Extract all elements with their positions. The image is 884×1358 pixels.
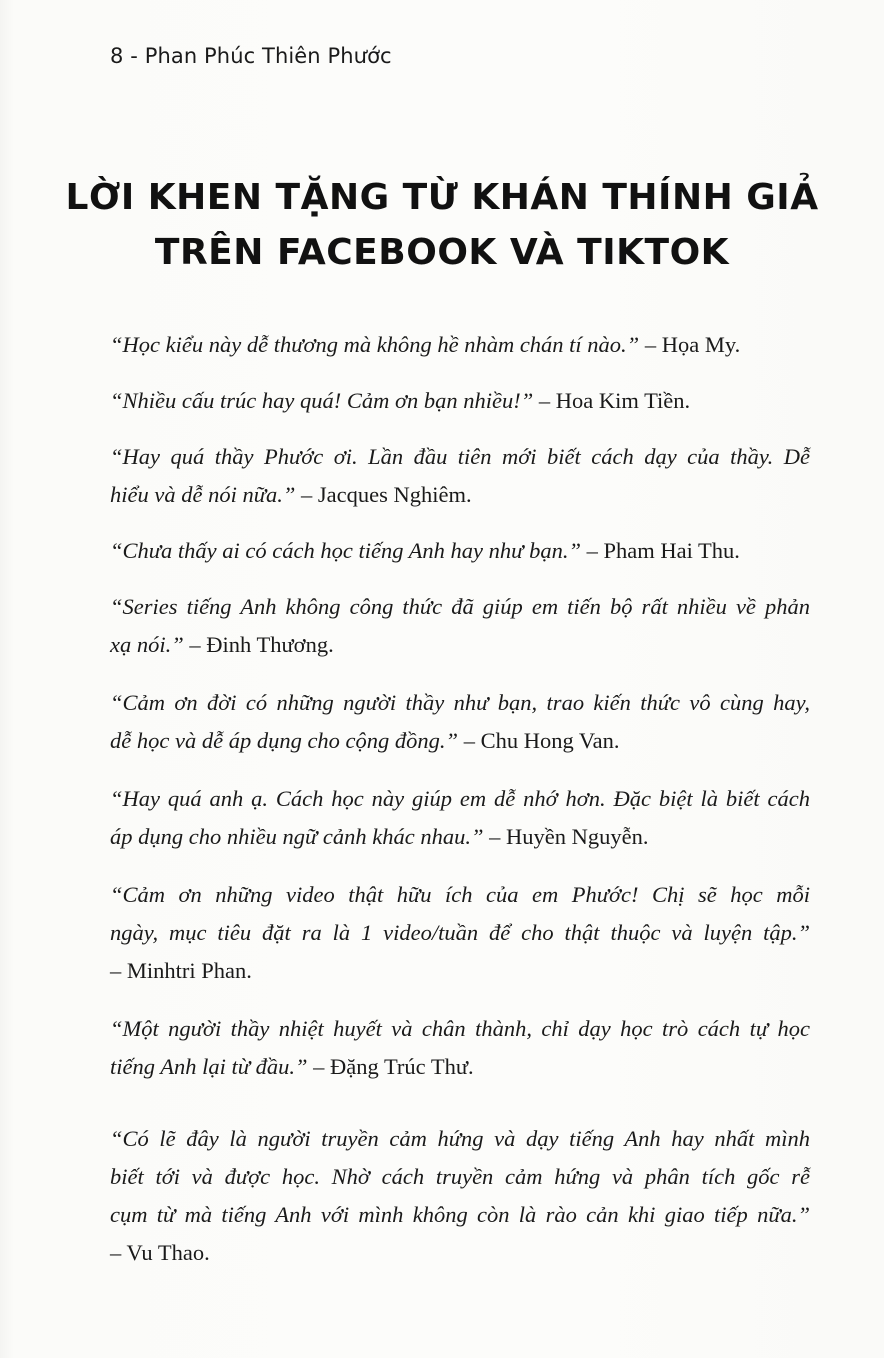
quote-line [110,1234,810,1272]
testimonial-quote [110,1120,810,1272]
testimonial-quote [110,876,810,990]
quote-author: – Pham Hai Thu. [580,538,740,563]
quote-line [110,818,810,856]
quote-text: hiểu và dễ nói nữa.” [110,482,296,507]
quote-text: “Hay quá anh ạ. Cách học này giúp em dễ nhớ hơn. Đặc biệt là biết cách [110,786,810,811]
quote-text: “Cảm ơn đời có những người thầy như bạn, trao kiến thức vô cùng hay, [110,690,810,715]
quote-text: “Cảm ơn những video thật hữu ích của em Phước! Chị sẽ học mỗi [110,882,810,907]
quote-text: “Nhiều cấu trúc hay quá! Cảm ơn bạn nhiều!” [110,388,534,413]
quote-text: “Series tiếng Anh không công thức đã giúp em tiến bộ rất nhiều về phản [110,594,810,619]
quote-line [110,626,810,664]
quote-line [110,952,810,990]
testimonial-quote [110,1010,810,1086]
quote-author: – Huyền Nguyễn. [483,824,649,849]
quote-line [110,1120,810,1158]
quote-line [110,684,810,722]
testimonial-quote [110,438,810,514]
quote-line [110,326,810,364]
quote-line [110,1158,810,1196]
quote-author: – Đinh Thương. [183,632,334,657]
quote-author: – Vu Thao. [110,1240,210,1265]
testimonial-quote [110,326,810,364]
quote-line [110,1010,810,1048]
quote-text: xạ nói.” [110,632,184,657]
quote-text: dễ học và dễ áp dụng cho cộng đồng.” [110,728,459,753]
quote-author: – Đặng Trúc Thư. [307,1054,474,1079]
quote-text: cụm từ mà tiếng Anh với mình không còn là rào cản khi giao tiếp nữa.” [110,1202,810,1227]
quote-line [110,722,810,760]
quote-line [110,876,810,914]
quote-text: ngày, mục tiêu đặt ra là 1 video/tuần để cho thật thuộc và luyện tập.” [110,920,810,945]
quote-line [110,438,810,476]
quote-line [110,780,810,818]
quote-text: tiếng Anh lại từ đầu.” [110,1054,308,1079]
quote-author: – Chu Hong Van. [458,728,620,753]
quote-text: “Hay quá thầy Phước ơi. Lần đầu tiên mới biết cách dạy của thầy. Dễ [110,444,810,469]
testimonial-quote [110,588,810,664]
quote-line [110,476,810,514]
testimonial-quote [110,684,810,760]
testimonial-quote [110,780,810,856]
quote-line [110,914,810,952]
quote-author: – Hoa Kim Tiền. [533,388,691,413]
quote-text: biết tới và được học. Nhờ cách truyền cảm hứng và phân tích gốc rễ [110,1164,810,1189]
testimonial-quote [110,532,810,570]
quote-line [110,532,810,570]
quote-author: – Họa My. [639,332,741,357]
section-title-line-1: LỜI KHEN TẶNG TỪ KHÁN THÍNH GIẢ [65,177,819,218]
quote-text: “Một người thầy nhiệt huyết và chân thành, chỉ dạy học trò cách tự học [110,1016,810,1041]
quote-text: áp dụng cho nhiều ngữ cảnh khác nhau.” [110,824,484,849]
quote-author: – Jacques Nghiêm. [295,482,472,507]
quote-author: – Minhtri Phan. [110,958,252,983]
quote-text: “Chưa thấy ai có cách học tiếng Anh hay như bạn.” [110,538,581,563]
quote-line [110,1196,810,1234]
section-title-line-2: TRÊN FACEBOOK VÀ TIKTOK [154,232,730,273]
quote-line [110,382,810,420]
quote-text: “Có lẽ đây là người truyền cảm hứng và dạy tiếng Anh hay nhất mình [110,1126,810,1151]
testimonial-quote [110,382,810,420]
quote-text: “Học kiểu này dễ thương mà không hề nhàm chán tí nào.” [110,332,640,357]
quote-line [110,1048,810,1086]
running-head: 8 - Phan Phúc Thiên Phước [110,44,392,68]
quote-line [110,588,810,626]
